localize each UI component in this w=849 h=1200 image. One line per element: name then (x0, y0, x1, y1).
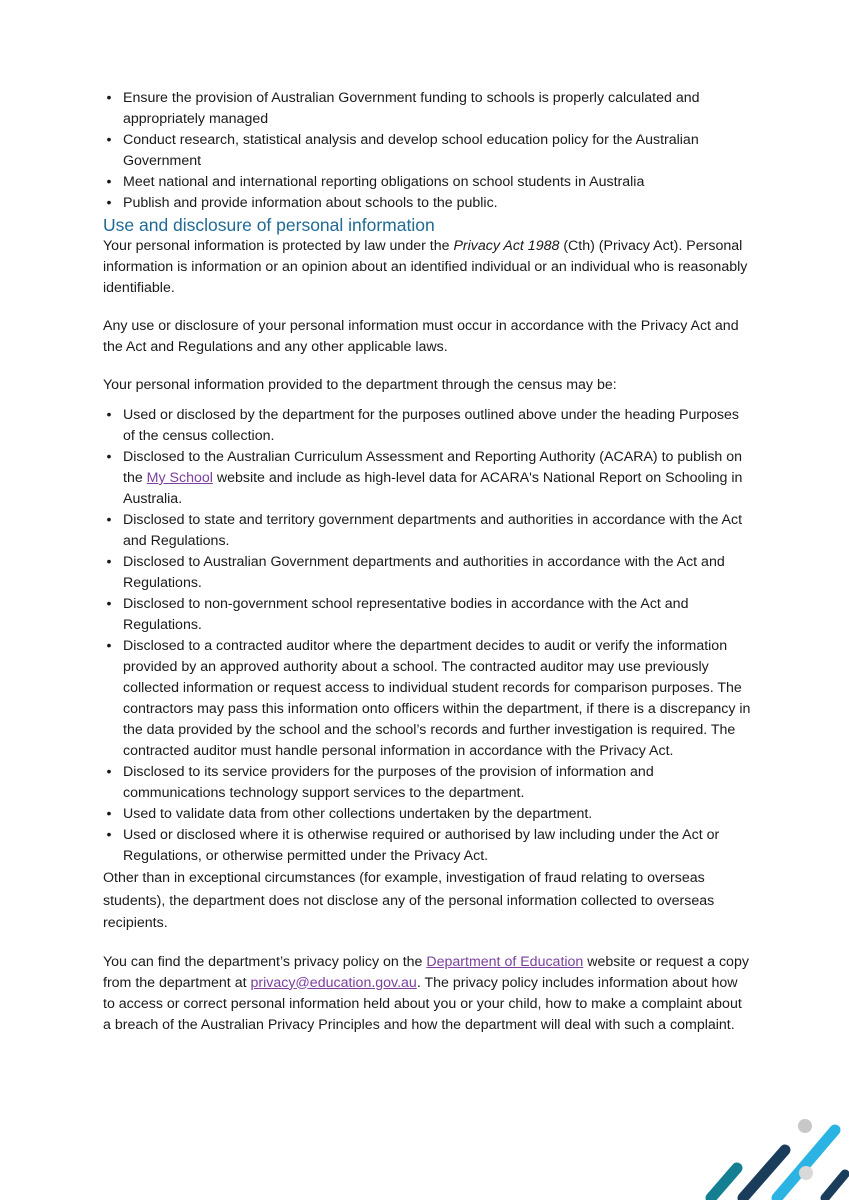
bullet-icon: • (106, 449, 112, 465)
list-item: • Meet national and international reporting obligations on school students in Australia (103, 172, 751, 193)
privacy-act-title: Privacy Act 1988 (453, 238, 560, 254)
list-item: • Disclosed to its service providers for the purposes of the provision of information and communications technology support services to the department. (103, 762, 751, 804)
bullet-icon: • (106, 554, 112, 570)
bullet-icon: • (106, 132, 112, 148)
page-content (103, 88, 751, 1053)
decor-stripe-cyan (777, 1130, 835, 1198)
decor-stripe-teal (711, 1168, 737, 1198)
bullet-icon: • (106, 764, 112, 780)
department-of-education-link[interactable]: Department of Education (426, 953, 584, 970)
list-item: • Conduct research, statistical analysis and develop school education policy for the Australian Government (103, 130, 751, 172)
overseas-paragraph: Other than in exceptional circumstances (for example, investigation of fraud relating to overseas students), the department does not disclose any of the personal information collected to overseas recipients. (103, 870, 715, 931)
bullet-icon: • (106, 195, 112, 211)
list-item: • Publish and provide information about schools to the public. (103, 193, 751, 214)
decor-dot-grey-top (798, 1119, 812, 1133)
list-item: • Disclosed to a contracted auditor where the department decides to audit or verify the information provided by an approved authority about a school. The contracted auditor may use previously collected information or request access to individual student records for comparison purposes. The contractors may pass this information onto officers within the department, if there is a discrepancy in the data provided by the school and the school’s records and further investigation is required. The contracted auditor must handle personal information in accordance with the Privacy Act. (103, 636, 751, 762)
bullet-icon: • (106, 596, 112, 612)
bullet-icon: • (106, 806, 112, 822)
bullet-icon: • (106, 827, 112, 843)
privacy-email-link[interactable]: privacy@education.gov.au (250, 974, 417, 991)
bullet-icon: • (106, 90, 112, 106)
list-item: • Used or disclosed where it is otherwise required or authorised by law including under the Act or Regulations, or otherwise permitted under the Privacy Act. (103, 825, 751, 867)
use-disclosure-paragraph: Any use or disclosure of your personal information must occur in accordance with the Privacy Act and the Act and Regulations and any other applicable laws. (103, 318, 739, 355)
bullet-icon: • (106, 512, 112, 528)
list-item: • Ensure the provision of Australian Government funding to schools is properly calculated and appropriately managed (103, 88, 751, 130)
decor-stripe-navy-small (825, 1174, 845, 1198)
list-item: • Used to validate data from other collections undertaken by the department. (103, 804, 751, 825)
purposes-list (103, 88, 751, 214)
list-item: • Disclosed to non-government school representative bodies in accordance with the Act and Regulations. (103, 594, 751, 636)
bullet-icon: • (106, 174, 112, 190)
list-item: • Disclosed to the Australian Curriculum Assessment and Reporting Authority (ACARA) to publish on the My School website and include as high-level data for ACARA's National Report on Schooling in Australia. (103, 447, 751, 510)
list-item: • Disclosed to state and territory government departments and authorities in accordance with the Act and Regulations. (103, 510, 751, 552)
decor-dot-grey-bottom (799, 1166, 813, 1180)
list-item: • Used or disclosed by the department for the purposes outlined above under the heading Purposes of the census collection. (103, 405, 751, 447)
privacy-policy-paragraph: You can find the department’s privacy policy on the Department of Education website or request a copy from the department at privacy@education.gov.au. The privacy policy includes information about how to access or correct personal information held about you or your child, how to make a complaint about a breach of the Australian Privacy Principles and how the department will deal with such a complaint. (103, 953, 749, 1033)
decorative-stripes-graphic (689, 1090, 849, 1200)
my-school-link[interactable]: My School (146, 470, 213, 486)
privacy-act-paragraph: Your personal information is protected by law under the Privacy Act 1988 (Cth) (Privacy Act). Personal information is information or an opinion about an identified individual or an individual who is reasonably identifiable. (103, 238, 748, 296)
disclosure-list (103, 405, 751, 867)
bullet-icon: • (106, 638, 112, 654)
bullet-icon: • (106, 407, 112, 423)
list-intro-paragraph: Your personal information provided to the department through the census may be: (103, 377, 617, 393)
list-item: • Disclosed to Australian Government departments and authorities in accordance with the Act and Regulations. (103, 552, 751, 594)
section-heading: Use and disclosure of personal information (103, 215, 435, 235)
